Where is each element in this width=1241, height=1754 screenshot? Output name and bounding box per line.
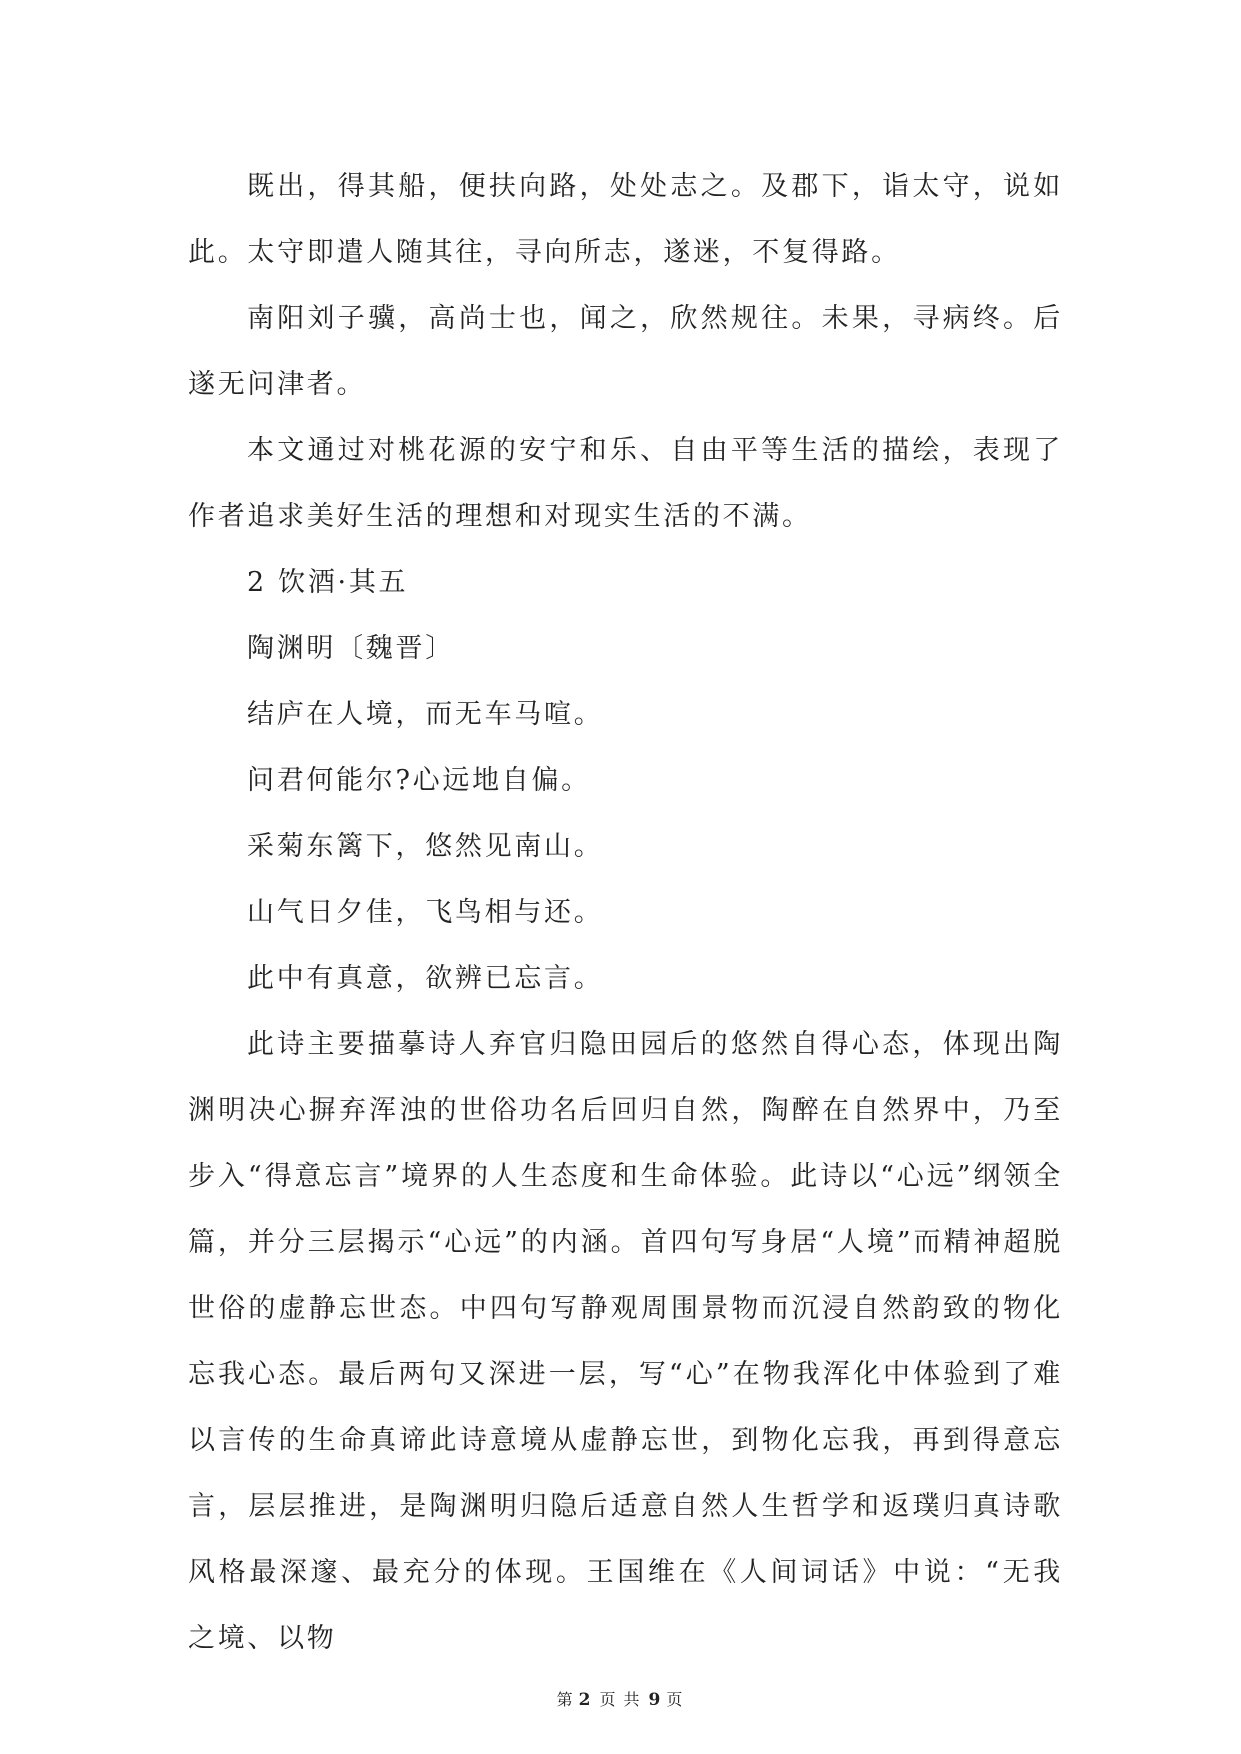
poem-line-5: 此中有真意，欲辨已忘言。 [247, 963, 604, 994]
total-pages-number: 9 [648, 1690, 663, 1710]
poem-line-1: 结庐在人境，而无车马喧。 [247, 699, 604, 730]
footer-suffix: 页 [666, 1690, 685, 1709]
current-page-number: 2 [578, 1690, 593, 1710]
footer-prefix: 第 [556, 1690, 575, 1709]
paragraph-1: 既出，得其船，便扶向路，处处志之。及郡下，诣太守，说如此。太守即遣人随其往，寻向所志，遂迷，不复得路。 [188, 171, 1063, 268]
poem-line-4: 山气日夕佳，飞鸟相与还。 [247, 897, 604, 928]
poem-commentary: 此诗主要描摹诗人弃官归隐田园后的悠然自得心态，体现出陶渊明决心摒弃浑浊的世俗功名后回归自然，陶醉在自然界中，乃至步入“得意忘言”境界的人生态度和生命体验。此诗以“心远”纲领全篇，并分三层揭示“心远”的内涵。首四句写身居“人境”而精神超脱世俗的虚静忘世态。中四句写静观周围景物而沉浸自然韵致的物化忘我心态。最后两句又深进一层，写“心”在物我浑化中体验到了难以言传的生命真谛此诗意境从虚静忘世，到物化忘我，再到得意忘言，层层推进，是陶渊明归隐后适意自然人生哲学和返璞归真诗歌风格最深邃、最充分的体现。王国维在《人间词话》中说：“无我之境、以物 [188, 1029, 1063, 1654]
footer-total-label: 共 [623, 1690, 642, 1709]
page-footer [0, 1690, 1241, 1710]
poem-line-3: 采菊东篱下，悠然见南山。 [247, 831, 604, 862]
paragraph-3: 本文通过对桃花源的安宁和乐、自由平等生活的描绘，表现了作者追求美好生活的理想和对现实生活的不满。 [188, 435, 1063, 532]
document-body [188, 154, 1063, 1672]
poem-line-2: 问君何能尔?心远地自偏。 [247, 765, 591, 796]
poem-author: 陶渊明〔魏晋〕 [247, 633, 455, 664]
paragraph-2: 南阳刘子骥，高尚士也，闻之，欣然规往。未果，寻病终。后遂无问津者。 [188, 303, 1063, 400]
footer-page-label: 页 [599, 1690, 618, 1709]
poem-heading: 2 饮酒·其五 [247, 567, 409, 598]
